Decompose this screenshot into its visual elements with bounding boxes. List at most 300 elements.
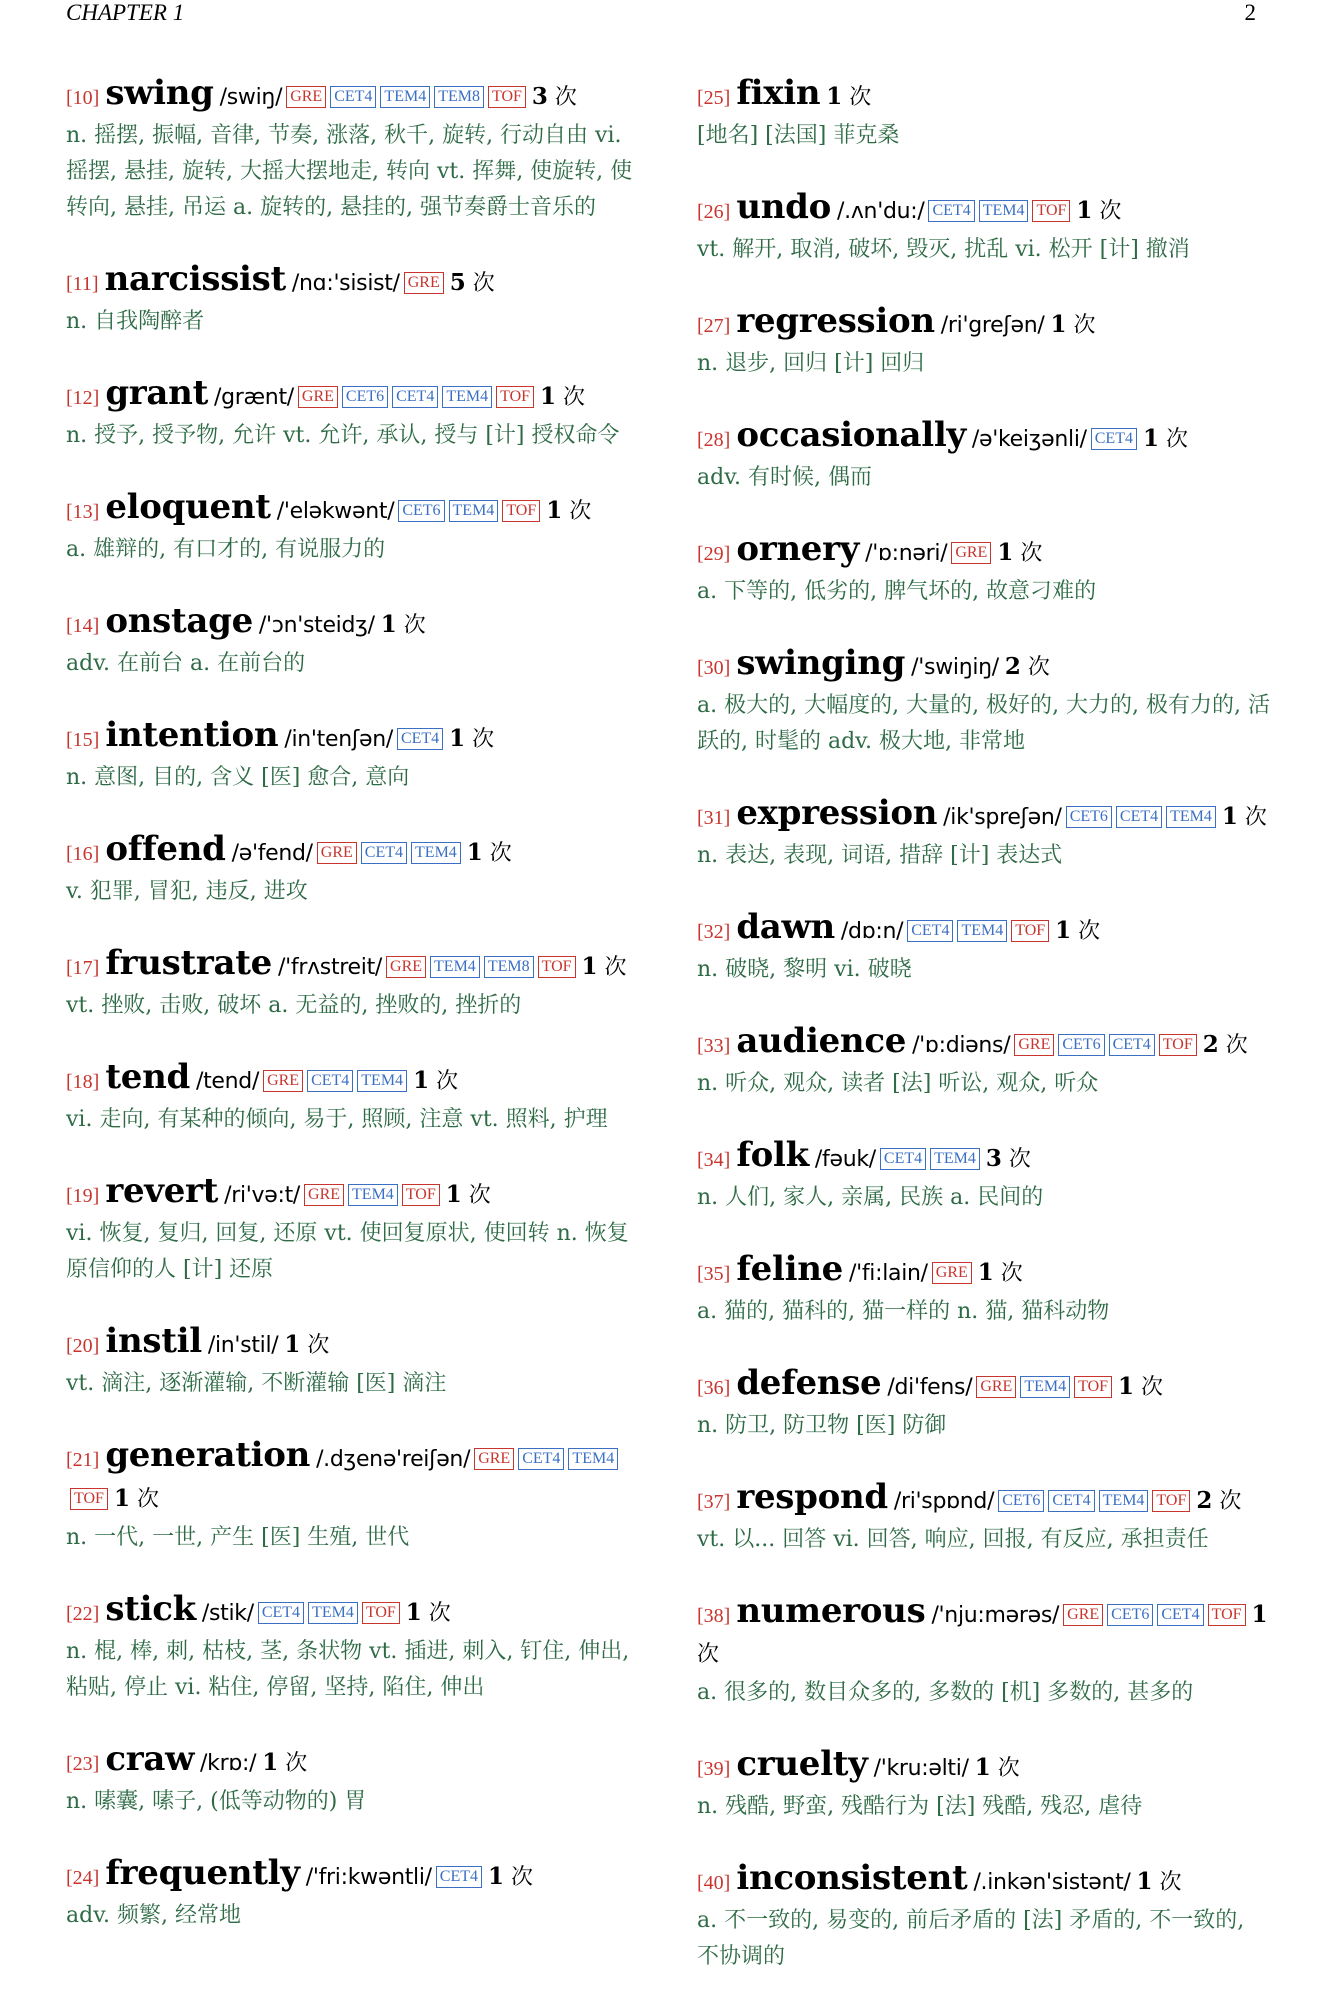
exam-tag: TOF bbox=[488, 86, 526, 108]
right-column bbox=[697, 74, 1271, 2009]
exam-tag: TOF bbox=[1011, 920, 1049, 942]
occurrence-unit: 次 bbox=[1218, 1033, 1248, 1058]
phonetic: /'frʌstreit/ bbox=[278, 955, 383, 980]
exam-tag: TOF bbox=[1152, 1490, 1190, 1512]
definition: a. 很多的, 数目众多的, 多数的 [机] 多数的, 甚多的 bbox=[697, 1680, 1194, 1705]
vocab-entry bbox=[66, 1322, 636, 1402]
exam-tag: CET6 bbox=[1058, 1034, 1104, 1056]
occurrence-unit: 次 bbox=[1066, 313, 1096, 338]
entry-number: [34] bbox=[697, 1149, 731, 1171]
exam-tag: GRE bbox=[951, 542, 991, 564]
entry-headline bbox=[66, 1172, 636, 1216]
phonetic: /'ɔn'steidʒ/ bbox=[258, 613, 375, 638]
headword: respond bbox=[736, 1477, 888, 1517]
exam-tag: GRE bbox=[976, 1376, 1016, 1398]
phonetic: /'ɒ:diəns/ bbox=[912, 1033, 1011, 1058]
phonetic: /'ɒ:nəri/ bbox=[865, 541, 948, 566]
occurrence-count: 1 bbox=[546, 497, 563, 524]
vocab-entry bbox=[697, 74, 1271, 154]
occurrence-unit: 次 bbox=[1152, 1870, 1182, 1895]
occurrence-unit: 次 bbox=[1013, 541, 1043, 566]
vocab-entry bbox=[66, 1590, 636, 1706]
exam-tag: CET4 bbox=[907, 920, 953, 942]
exam-tag: TOF bbox=[1032, 200, 1070, 222]
entry-headline bbox=[66, 716, 636, 760]
phonetic: /dɒ:n/ bbox=[840, 919, 904, 944]
headword: stick bbox=[105, 1589, 196, 1629]
occurrence-unit: 次 bbox=[461, 1183, 491, 1208]
entry-headline bbox=[697, 644, 1271, 688]
exam-tag: TOF bbox=[496, 386, 534, 408]
headword: craw bbox=[105, 1739, 195, 1779]
occurrence-unit: 次 bbox=[300, 1333, 330, 1358]
entry-number: [28] bbox=[697, 429, 731, 451]
vocab-entry bbox=[697, 1592, 1271, 1711]
phonetic: /di'fens/ bbox=[887, 1375, 973, 1400]
entry-number: [29] bbox=[697, 543, 731, 565]
entry-headline bbox=[66, 74, 636, 118]
definition: n. 退步, 回归 [计] 回归 bbox=[697, 351, 925, 376]
occurrence-count: 1 bbox=[1118, 1373, 1135, 1400]
entry-number: [40] bbox=[697, 1872, 731, 1894]
phonetic: /ik'spreʃən/ bbox=[943, 805, 1062, 830]
headword: narcissist bbox=[104, 259, 286, 299]
exam-tag: TEM4 bbox=[442, 386, 492, 408]
entry-number: [38] bbox=[697, 1605, 731, 1627]
occurrence-count: 5 bbox=[449, 269, 466, 296]
exam-tag: TEM4 bbox=[411, 842, 461, 864]
headword: cruelty bbox=[736, 1744, 868, 1784]
entry-headline bbox=[66, 1322, 636, 1366]
occurrence-unit: 次 bbox=[1001, 1147, 1031, 1172]
vocab-entry bbox=[66, 716, 636, 796]
entry-headline bbox=[697, 1136, 1271, 1180]
exam-tag: TOF bbox=[362, 1602, 400, 1624]
phonetic: /ri'greʃən/ bbox=[940, 313, 1045, 338]
occurrence-count: 1 bbox=[445, 1181, 462, 1208]
definition: vt. 挫败, 击败, 破坏 a. 无益的, 挫败的, 挫折的 bbox=[66, 993, 522, 1018]
entry-number: [15] bbox=[66, 729, 100, 751]
definition: n. 表达, 表现, 词语, 措辞 [计] 表达式 bbox=[697, 843, 1063, 868]
definition: a. 下等的, 低劣的, 脾气坏的, 故意刁难的 bbox=[697, 579, 1097, 604]
headword: instil bbox=[105, 1321, 202, 1361]
definition: a. 极大的, 大幅度的, 大量的, 极好的, 大力的, 极有力的, 活跃的, 时髦的 adv. 极大地, 非常地 bbox=[697, 693, 1271, 754]
phonetic: /fəuk/ bbox=[814, 1147, 876, 1172]
exam-tag: CET4 bbox=[307, 1070, 353, 1092]
entry-headline bbox=[66, 260, 636, 304]
exam-tag: TEM4 bbox=[568, 1448, 618, 1470]
phonetic: /ə'fend/ bbox=[231, 841, 313, 866]
occurrence-count: 1 bbox=[380, 611, 397, 638]
exam-tag: TEM4 bbox=[1099, 1490, 1149, 1512]
headword: swinging bbox=[736, 643, 906, 683]
entry-number: [10] bbox=[66, 87, 100, 109]
vocab-entry bbox=[697, 1478, 1271, 1558]
occurrence-unit: 次 bbox=[1134, 1375, 1164, 1400]
exam-tag: TEM4 bbox=[449, 500, 499, 522]
exam-tag: CET4 bbox=[361, 842, 407, 864]
entry-headline bbox=[697, 74, 1271, 118]
exam-tag: CET6 bbox=[998, 1490, 1044, 1512]
occurrence-count: 1 bbox=[1251, 1601, 1268, 1628]
occurrence-count: 1 bbox=[1076, 197, 1093, 224]
definition: adv. 有时候, 偶而 bbox=[697, 465, 872, 490]
exam-tag: TOF bbox=[1208, 1604, 1246, 1626]
occurrence-count: 1 bbox=[262, 1749, 279, 1776]
exam-tag: TOF bbox=[70, 1488, 108, 1510]
headword: dawn bbox=[736, 907, 835, 947]
vocab-entry bbox=[697, 302, 1271, 382]
headword: expression bbox=[736, 793, 938, 833]
entry-headline bbox=[66, 1436, 636, 1520]
phonetic: /.inkən'sistənt/ bbox=[973, 1870, 1131, 1895]
vocab-entry bbox=[697, 794, 1271, 874]
exam-tag: CET6 bbox=[1107, 1604, 1153, 1626]
entry-number: [16] bbox=[66, 843, 100, 865]
entry-headline bbox=[66, 1854, 636, 1898]
vocab-entry bbox=[66, 830, 636, 910]
exam-tag: CET4 bbox=[928, 200, 974, 222]
occurrence-unit: 次 bbox=[990, 1756, 1020, 1781]
vocab-entry bbox=[697, 644, 1271, 760]
headword: fixin bbox=[736, 73, 821, 113]
headword: frustrate bbox=[105, 943, 273, 983]
occurrence-count: 3 bbox=[531, 83, 548, 110]
vocab-entry bbox=[66, 74, 636, 226]
occurrence-unit: 次 bbox=[429, 1069, 459, 1094]
vocab-entry bbox=[697, 1745, 1271, 1825]
phonetic: /ri'spɒnd/ bbox=[893, 1489, 995, 1514]
occurrence-count: 1 bbox=[1136, 1868, 1153, 1895]
exam-tag: GRE bbox=[1063, 1604, 1103, 1626]
entry-headline bbox=[697, 794, 1271, 838]
definition: a. 雄辩的, 有口才的, 有说服力的 bbox=[66, 537, 386, 562]
exam-tag: TEM4 bbox=[930, 1148, 980, 1170]
exam-tag: TOF bbox=[502, 500, 540, 522]
entry-headline bbox=[697, 908, 1271, 952]
headword: tend bbox=[105, 1057, 190, 1097]
definition: vi. 走向, 有某种的倾向, 易于, 照顾, 注意 vt. 照料, 护理 bbox=[66, 1107, 608, 1132]
entry-number: [22] bbox=[66, 1603, 100, 1625]
entry-headline bbox=[66, 1058, 636, 1102]
occurrence-unit: 次 bbox=[1158, 427, 1188, 452]
occurrence-count: 1 bbox=[488, 1863, 505, 1890]
occurrence-unit: 次 bbox=[504, 1865, 534, 1890]
exam-tag: CET4 bbox=[392, 386, 438, 408]
headword: generation bbox=[105, 1435, 311, 1475]
entry-number: [39] bbox=[697, 1758, 731, 1780]
entry-number: [13] bbox=[66, 501, 100, 523]
exam-tag: TEM4 bbox=[1020, 1376, 1070, 1398]
entry-number: [37] bbox=[697, 1491, 731, 1513]
phonetic: /ri'və:t/ bbox=[224, 1183, 301, 1208]
vocab-entry bbox=[697, 908, 1271, 988]
definition: n. 听众, 观众, 读者 [法] 听讼, 观众, 听众 bbox=[697, 1071, 1099, 1096]
occurrence-unit: 次 bbox=[1092, 199, 1122, 224]
occurrence-unit: 次 bbox=[396, 613, 426, 638]
headword: grant bbox=[105, 373, 208, 413]
vocab-entry bbox=[697, 416, 1271, 496]
entry-number: [11] bbox=[66, 273, 99, 295]
exam-tag: TOF bbox=[1159, 1034, 1197, 1056]
definition: adv. 频繁, 经常地 bbox=[66, 1903, 241, 1928]
entry-number: [30] bbox=[697, 657, 731, 679]
vocab-entry bbox=[66, 944, 636, 1024]
occurrence-count: 1 bbox=[540, 383, 557, 410]
headword: undo bbox=[736, 187, 832, 227]
vocab-entry bbox=[697, 530, 1271, 610]
exam-tag: GRE bbox=[298, 386, 338, 408]
definition: n. 防卫, 防卫物 [医] 防御 bbox=[697, 1413, 947, 1438]
vocab-entry bbox=[66, 1436, 636, 1556]
definition: n. 意图, 目的, 含义 [医] 愈合, 意向 bbox=[66, 765, 410, 790]
headword: feline bbox=[736, 1249, 843, 1289]
exam-tag: TEM8 bbox=[434, 86, 484, 108]
entry-headline bbox=[697, 1478, 1271, 1522]
phonetic: /'fri:kwəntli/ bbox=[305, 1865, 432, 1890]
entry-number: [24] bbox=[66, 1867, 100, 1889]
phonetic: /swiŋ/ bbox=[219, 85, 283, 110]
entry-number: [14] bbox=[66, 615, 100, 637]
exam-tag: CET4 bbox=[1116, 806, 1162, 828]
phonetic: /'nju:mərəs/ bbox=[931, 1603, 1060, 1628]
exam-tag: TEM4 bbox=[430, 956, 480, 978]
vocab-entry bbox=[66, 1172, 636, 1288]
occurrence-count: 1 bbox=[1221, 803, 1238, 830]
exam-tag: TEM4 bbox=[957, 920, 1007, 942]
exam-tag: CET4 bbox=[518, 1448, 564, 1470]
vocab-entry bbox=[697, 188, 1271, 268]
phonetic: /tend/ bbox=[195, 1069, 260, 1094]
exam-tag: GRE bbox=[286, 86, 326, 108]
definition: [地名] [法国] 菲克桑 bbox=[697, 123, 900, 148]
vocab-entry bbox=[66, 374, 636, 454]
definition: n. 破晓, 黎明 vi. 破晓 bbox=[697, 957, 912, 982]
occurrence-unit: 次 bbox=[1212, 1489, 1242, 1514]
phonetic: /'swiŋiŋ/ bbox=[911, 655, 999, 680]
phonetic: /'kru:əlti/ bbox=[873, 1756, 969, 1781]
entry-number: [21] bbox=[66, 1449, 100, 1471]
exam-tag: GRE bbox=[1014, 1034, 1054, 1056]
exam-tag: TEM4 bbox=[348, 1184, 398, 1206]
exam-tag: TEM4 bbox=[308, 1602, 358, 1624]
exam-tag: GRE bbox=[474, 1448, 514, 1470]
phonetic: /grænt/ bbox=[213, 385, 294, 410]
occurrence-count: 1 bbox=[974, 1754, 991, 1781]
entry-number: [20] bbox=[66, 1335, 100, 1357]
definition: v. 犯罪, 冒犯, 违反, 进攻 bbox=[66, 879, 308, 904]
occurrence-unit: 次 bbox=[1237, 805, 1267, 830]
vocab-entry bbox=[697, 1364, 1271, 1444]
entry-headline bbox=[697, 188, 1271, 232]
headword: revert bbox=[105, 1171, 219, 1211]
headword: numerous bbox=[736, 1591, 926, 1631]
exam-tag: CET4 bbox=[397, 728, 443, 750]
exam-tag: TEM4 bbox=[979, 200, 1029, 222]
exam-tag: GRE bbox=[317, 842, 357, 864]
exam-tag: GRE bbox=[386, 956, 426, 978]
entry-number: [35] bbox=[697, 1263, 731, 1285]
running-head bbox=[66, 0, 1256, 26]
vocab-entry bbox=[66, 1058, 636, 1138]
occurrence-unit: 次 bbox=[129, 1487, 159, 1512]
exam-tag: GRE bbox=[404, 272, 444, 294]
vocab-entry bbox=[697, 1022, 1271, 1102]
entry-number: [33] bbox=[697, 1035, 731, 1057]
definition: vt. 滴注, 逐渐灌输, 不断灌输 [医] 滴注 bbox=[66, 1371, 447, 1396]
occurrence-unit: 次 bbox=[1020, 655, 1050, 680]
exam-tag: GRE bbox=[263, 1070, 303, 1092]
entry-number: [25] bbox=[697, 87, 731, 109]
headword: occasionally bbox=[736, 415, 966, 455]
exam-tag: CET6 bbox=[342, 386, 388, 408]
entry-headline bbox=[66, 488, 636, 532]
occurrence-unit: 次 bbox=[597, 955, 627, 980]
entry-number: [32] bbox=[697, 921, 731, 943]
occurrence-count: 3 bbox=[985, 1145, 1002, 1172]
exam-tag: TOF bbox=[402, 1184, 440, 1206]
exam-tag: CET6 bbox=[1066, 806, 1112, 828]
phonetic: /in'tenʃən/ bbox=[284, 727, 393, 752]
chapter-label: CHAPTER 1 bbox=[66, 0, 185, 25]
vocab-entry bbox=[66, 1740, 636, 1820]
entry-headline bbox=[66, 1740, 636, 1784]
occurrence-count: 1 bbox=[1055, 917, 1072, 944]
occurrence-unit: 次 bbox=[1071, 919, 1101, 944]
definition: n. 人们, 家人, 亲属, 民族 a. 民间的 bbox=[697, 1185, 1044, 1210]
entry-headline bbox=[66, 944, 636, 988]
entry-number: [17] bbox=[66, 957, 100, 979]
occurrence-count: 1 bbox=[449, 725, 466, 752]
occurrence-count: 1 bbox=[113, 1485, 130, 1512]
entry-number: [31] bbox=[697, 807, 731, 829]
phonetic: /'fi:lain/ bbox=[848, 1261, 928, 1286]
phonetic: /stik/ bbox=[201, 1601, 254, 1626]
occurrence-unit: 次 bbox=[547, 85, 577, 110]
occurrence-unit: 次 bbox=[465, 271, 495, 296]
occurrence-count: 2 bbox=[1202, 1031, 1219, 1058]
entry-headline bbox=[697, 1364, 1271, 1408]
entry-headline bbox=[66, 830, 636, 874]
definition: n. 摇摆, 振幅, 音律, 节奏, 涨落, 秋千, 旋转, 行动自由 vi. 摇摆, 悬挂, 旋转, 大摇大摆地走, 转向 vt. 挥舞, 使旋转, 使转向, 悬挂, 吊运 a. 旋转的, 悬挂的, 强节奏爵士音乐的 bbox=[66, 123, 633, 220]
occurrence-count: 1 bbox=[997, 539, 1014, 566]
occurrence-unit: 次 bbox=[482, 841, 512, 866]
headword: offend bbox=[105, 829, 226, 869]
vocab-entry bbox=[697, 1136, 1271, 1216]
entry-number: [19] bbox=[66, 1185, 100, 1207]
occurrence-unit: 次 bbox=[556, 385, 586, 410]
entry-headline bbox=[66, 374, 636, 418]
exam-tag: GRE bbox=[932, 1262, 972, 1284]
vocab-entry bbox=[66, 488, 636, 568]
exam-tag: TOF bbox=[538, 956, 576, 978]
entry-number: [18] bbox=[66, 1071, 100, 1093]
exam-tag: GRE bbox=[304, 1184, 344, 1206]
phonetic: /nɑ:'sisist/ bbox=[291, 271, 400, 296]
exam-tag: TEM8 bbox=[484, 956, 534, 978]
headword: intention bbox=[105, 715, 279, 755]
entry-headline bbox=[697, 302, 1271, 346]
entry-headline bbox=[697, 1592, 1271, 1675]
occurrence-count: 1 bbox=[977, 1259, 994, 1286]
occurrence-count: 2 bbox=[1004, 653, 1021, 680]
entry-headline bbox=[697, 416, 1271, 460]
definition: adv. 在前台 a. 在前台的 bbox=[66, 651, 306, 676]
exam-tag: CET4 bbox=[880, 1148, 926, 1170]
phonetic: /'eləkwənt/ bbox=[276, 499, 395, 524]
headword: frequently bbox=[105, 1853, 300, 1893]
exam-tag: CET4 bbox=[1157, 1604, 1203, 1626]
left-column bbox=[66, 74, 636, 1968]
occurrence-unit: 次 bbox=[993, 1261, 1023, 1286]
occurrence-count: 1 bbox=[1142, 425, 1159, 452]
occurrence-count: 1 bbox=[405, 1599, 422, 1626]
entry-number: [27] bbox=[697, 315, 731, 337]
phonetic: /in'stil/ bbox=[207, 1333, 279, 1358]
definition: n. 残酷, 野蛮, 残酷行为 [法] 残酷, 残忍, 虐待 bbox=[697, 1794, 1143, 1819]
entry-headline bbox=[697, 1022, 1271, 1066]
phonetic: /ə'keiʒənli/ bbox=[971, 427, 1087, 452]
vocab-entry bbox=[697, 1859, 1271, 1975]
definition: vt. 以... 回答 vi. 回答, 响应, 回报, 有反应, 承担责任 bbox=[697, 1527, 1209, 1552]
occurrence-unit: 次 bbox=[421, 1601, 451, 1626]
phonetic: /.dʒenə'reiʃən/ bbox=[316, 1447, 471, 1472]
occurrence-unit: 次 bbox=[842, 85, 872, 110]
entry-number: [12] bbox=[66, 387, 100, 409]
occurrence-count: 1 bbox=[284, 1331, 301, 1358]
definition: vt. 解开, 取消, 破坏, 毁灭, 扰乱 vi. 松开 [计] 撤消 bbox=[697, 237, 1190, 262]
entry-number: [26] bbox=[697, 201, 731, 223]
definition: n. 自我陶醉者 bbox=[66, 309, 205, 334]
entry-number: [23] bbox=[66, 1753, 100, 1775]
definition: n. 一代, 一世, 产生 [医] 生殖, 世代 bbox=[66, 1525, 410, 1550]
definition: a. 不一致的, 易变的, 前后矛盾的 [法] 矛盾的, 不一致的, 不协调的 bbox=[697, 1908, 1245, 1969]
entry-headline bbox=[697, 530, 1271, 574]
definition: a. 猫的, 猫科的, 猫一样的 n. 猫, 猫科动物 bbox=[697, 1299, 1110, 1324]
entry-headline bbox=[66, 602, 636, 646]
headword: inconsistent bbox=[736, 1858, 968, 1898]
phonetic: /.ʌn'du:/ bbox=[837, 199, 925, 224]
definition: n. 棍, 棒, 刺, 枯枝, 茎, 条状物 vt. 插进, 刺入, 钉住, 伸出, 粘贴, 停止 vi. 粘住, 停留, 坚持, 陷住, 伸出 bbox=[66, 1639, 630, 1700]
headword: regression bbox=[736, 301, 935, 341]
occurrence-count: 1 bbox=[581, 953, 598, 980]
exam-tag: TOF bbox=[1074, 1376, 1112, 1398]
definition: vi. 恢复, 复归, 回复, 还原 vt. 使回复原状, 使回转 n. 恢复原信仰的人 [计] 还原 bbox=[66, 1221, 629, 1282]
entry-headline bbox=[697, 1859, 1271, 1903]
definition: n. 嗉囊, 嗉子, (低等动物的) 胃 bbox=[66, 1789, 367, 1814]
page-number: 2 bbox=[1244, 0, 1256, 25]
vocab-entry bbox=[66, 260, 636, 340]
exam-tag: CET4 bbox=[1109, 1034, 1155, 1056]
entry-number: [36] bbox=[697, 1377, 731, 1399]
entry-headline bbox=[697, 1745, 1271, 1789]
vocab-entry bbox=[66, 602, 636, 682]
exam-tag: CET4 bbox=[1091, 428, 1137, 450]
entry-headline bbox=[697, 1250, 1271, 1294]
vocab-entry bbox=[697, 1250, 1271, 1330]
headword: ornery bbox=[736, 529, 860, 569]
headword: eloquent bbox=[105, 487, 271, 527]
occurrence-count: 1 bbox=[466, 839, 483, 866]
exam-tag: TEM4 bbox=[1166, 806, 1216, 828]
occurrence-unit: 次 bbox=[278, 1751, 308, 1776]
headword: folk bbox=[736, 1135, 809, 1175]
exam-tag: CET4 bbox=[436, 1866, 482, 1888]
phonetic: /krɒ:/ bbox=[200, 1751, 257, 1776]
occurrence-unit: 次 bbox=[465, 727, 495, 752]
occurrence-unit: 次 bbox=[562, 499, 592, 524]
exam-tag: TEM4 bbox=[357, 1070, 407, 1092]
